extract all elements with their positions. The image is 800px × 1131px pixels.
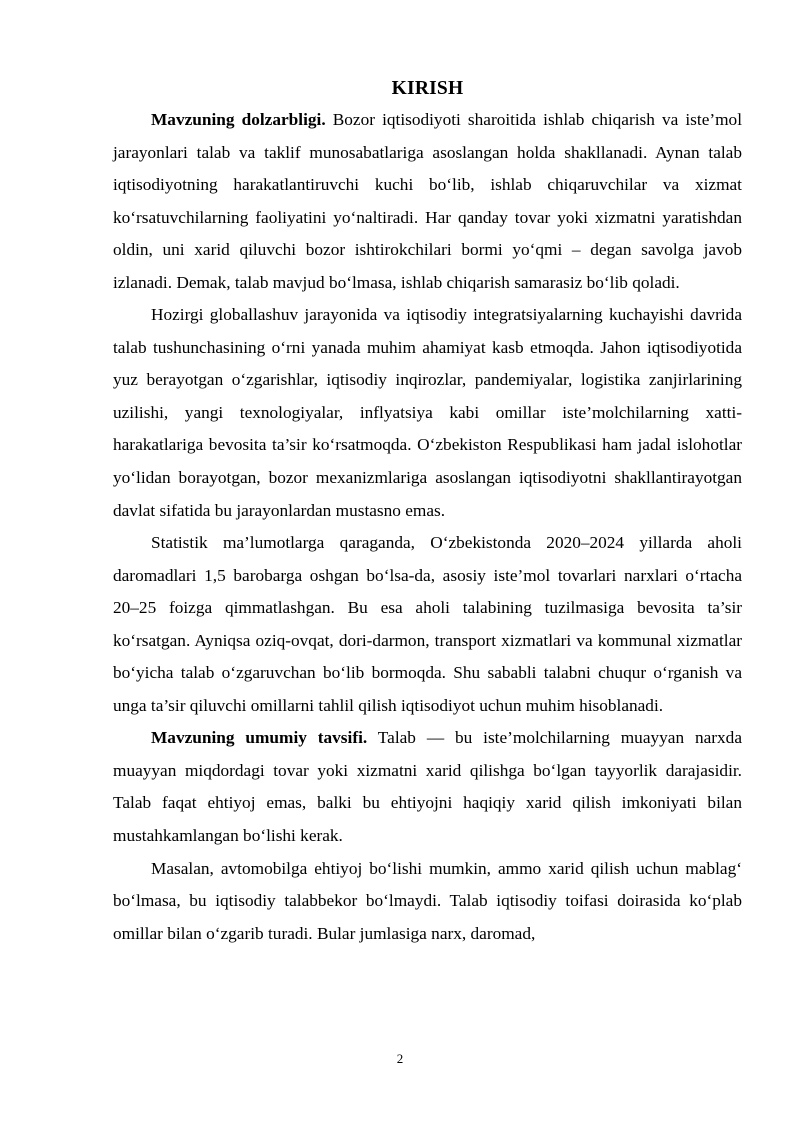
- page-content: [113, 74, 742, 950]
- paragraph-text: Statistik ma’lumotlarga qaraganda, O‘zbekistonda 2020–2024 yillarda aholi daromadlari 1,5 barobarga oshgan bo‘lsa-da, asosiy iste’mol tovarlari narxlari o‘rtacha 20–25 foizga qimmatlashgan. Bu esa aholi talabining tuzilmasiga bevosita ta’sir ko‘rsatgan. Ayniqsa oziq-ovqat, dori-darmon, transport xizmatlari va kommunal xizmatlar bo‘yicha talab o‘zgaruvchan bo‘lib bormoqda. Shu sababli talabni chuqur o‘rganish va unga ta’sir qiluvchi omillarni tahlil qilish iqtisodiyot uchun muhim hisoblanadi.: [113, 533, 742, 715]
- paragraph-statistics: [113, 527, 742, 722]
- page-number: 2: [396, 1051, 404, 1066]
- section-heading: KIRISH: [391, 78, 464, 99]
- paragraph-text: Talab — bu iste’molchilarning muayyan narxda muayyan miqdordagi tovar yoki xizmatni xarid qilishga bo‘lgan tayyorlik darajasidir. Talab faqat ehtiyoj emas, balki bu ehtiyojni haqiqiy xarid qilish imkoniyati bilan mustahkamlangan bo‘lishi kerak.: [113, 728, 742, 846]
- paragraph-example: [113, 853, 742, 951]
- paragraph-globalization: [113, 299, 742, 527]
- paragraph-relevance: [113, 104, 742, 299]
- paragraph-text: Bozor iqtisodiyoti sharoitida ishlab chiqarish va iste’mol jarayonlari talab va taklif munosabatlariga asoslangan holda shakllanadi. Aynan talab iqtisodiyotning harakatlantiruvchi kuchi bo‘lib, ishlab chiqaruvchilar va xizmat ko‘rsatuvchilarning faoliyatini yo‘naltiradi. Har qanday tovar yoki xizmatni yaratishdan oldin, uni xarid qiluvchi bozor ishtirokchilari bormi yo‘qmi – degan savolga javob izlanadi. Demak, talab mavjud bo‘lmasa, ishlab chiqarish samarasiz bo‘lib qoladi.: [113, 110, 742, 292]
- paragraph-text: Masalan, avtomobilga ehtiyoj bo‘lishi mumkin, ammo xarid qilish uchun mablag‘ bo‘lmasa, bu iqtisodiy talabbekor bo‘lmaydi. Talab iqtisodiy toifasi doirasida ko‘plab omillar bilan o‘zgarib turadi. Bular jumlasiga narx, daromad,: [113, 858, 742, 943]
- paragraph-text: Hozirgi globallashuv jarayonida va iqtisodiy integratsiyalarning kuchayishi davrida talab tushunchasining o‘rni yanada muhim ahamiyat kasb etmoqda. Jahon iqtisodiyotida yuz berayotgan o‘zgarishlar, iqtisodiy inqirozlar, pandemiyalar, logistika zanjirlarining uzilishi, yangi texnologiyalar, inflyatsiya kabi omillar iste’molchilarning xatti-harakatlariga bevosita ta’sir ko‘rsatmoqda. O‘zbekiston Respublikasi ham jadal islohotlar yo‘lidan borayotgan, bozor mexanizmlariga asoslangan iqtisodiyotni shakllantirayotgan davlat sifatida bu jarayonlardan mustasno emas.: [113, 305, 742, 520]
- paragraph-lead: Mavzuning umumiy tavsifi.: [151, 728, 368, 748]
- paragraph-general-description: [113, 722, 742, 852]
- paragraph-lead: Mavzuning dolzarbligi.: [151, 110, 326, 129]
